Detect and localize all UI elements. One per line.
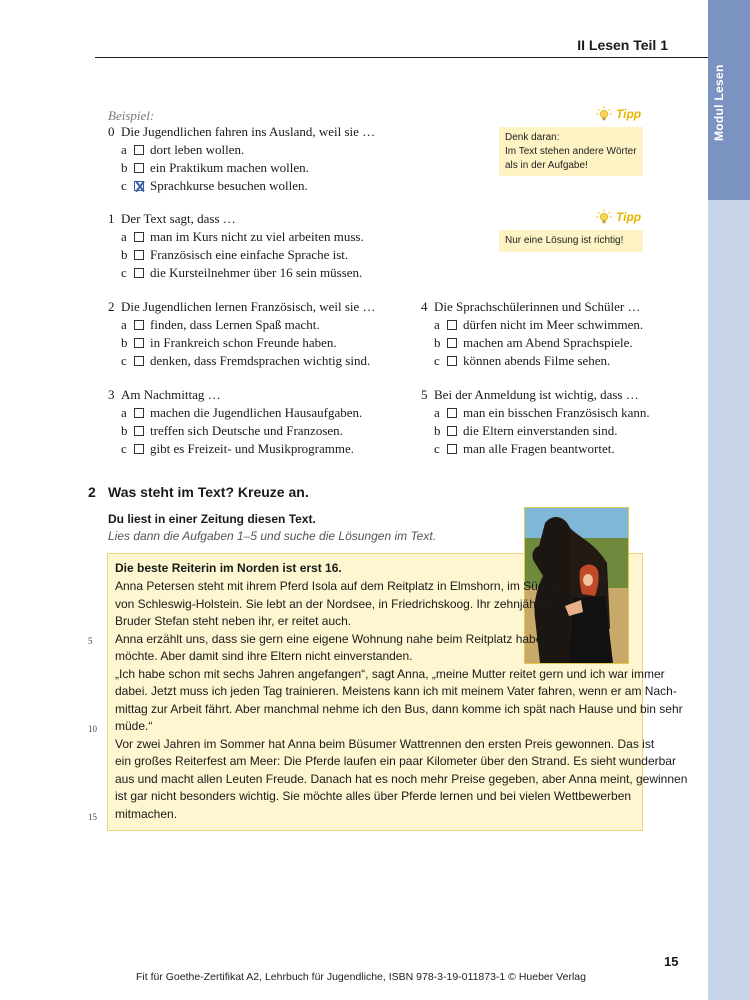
option-text: Sprachkurse besuchen wollen. [150, 178, 308, 193]
article-line: Anna Petersen steht mit ihrem Pferd Isola auf dem Reitplatz in Elmshorn, im Süden [115, 579, 558, 593]
option-text: die Kursteilnehmer über 16 sein müssen. [150, 265, 363, 280]
option-checkbox[interactable] [134, 232, 144, 242]
option-letter: b [434, 423, 441, 438]
question-2 [108, 298, 376, 370]
option-text: die Eltern einverstanden sind. [463, 423, 618, 438]
section-number: 2 [88, 484, 96, 500]
option-letter: a [434, 317, 440, 332]
option-checkbox[interactable] [134, 338, 144, 348]
question-stem: Die Jugendlichen lernen Französisch, weil sie … [121, 299, 376, 314]
line-number: 15 [88, 812, 97, 822]
page-number: 15 [664, 954, 679, 969]
option-text: denken, dass Fremdsprachen wichtig sind. [150, 353, 371, 368]
option-letter: b [121, 335, 128, 350]
option-checkbox[interactable] [134, 426, 144, 436]
option-checkbox-checked[interactable] [134, 181, 144, 191]
question-number: 2 [108, 299, 115, 314]
example-question [108, 123, 375, 195]
option-letter: b [121, 247, 128, 262]
section-title: Was steht im Text? Kreuze an. [108, 484, 309, 500]
option-letter: c [434, 353, 440, 368]
question-stem: Die Jugendlichen fahren ins Ausland, weil sie … [121, 124, 376, 139]
tipp-line: Nur eine Lösung ist richtig! [505, 235, 624, 246]
article-line: mittag zur Arbeit fährt. Aber manchmal nehme ich den Bus, dann komme ich spät nach Hause und bin sehr [115, 702, 683, 716]
option-checkbox[interactable] [134, 444, 144, 454]
article-line: mitmachen. [115, 807, 178, 821]
option-checkbox[interactable] [134, 145, 144, 155]
tipp-line: Denk daran: [505, 132, 560, 143]
lightbulb-icon [596, 106, 612, 122]
sidebar-label: Modul Lesen [712, 64, 726, 141]
article-line: müde.“ [115, 719, 153, 733]
option-checkbox[interactable] [134, 250, 144, 260]
tipp-heading [596, 209, 641, 225]
option-letter: a [121, 229, 127, 244]
article-line: Anna erzählt uns, dass sie gern eine eigene Wohnung nahe beim Reitplatz haben [115, 632, 550, 646]
article-title: Die beste Reiterin im Norden ist erst 16. [115, 561, 342, 575]
question-stem: Am Nachmittag … [121, 387, 221, 402]
option-text: dort leben wollen. [150, 142, 245, 157]
line-number: 10 [88, 724, 97, 734]
tipp-line: als in der Aufgabe! [505, 160, 588, 171]
option-checkbox[interactable] [447, 320, 457, 330]
option-text: machen die Jugendlichen Hausaufgaben. [150, 405, 363, 420]
option-letter: b [121, 160, 128, 175]
tipp-heading [596, 106, 641, 122]
option-letter: a [121, 317, 127, 332]
option-letter: a [434, 405, 440, 420]
question-stem: Die Sprachschülerinnen und Schüler … [434, 299, 641, 314]
header-rule [95, 57, 708, 58]
option-checkbox[interactable] [134, 320, 144, 330]
option-letter: a [121, 142, 127, 157]
instruction-bold: Du liest in einer Zeitung diesen Text. [108, 512, 316, 526]
option-letter: b [434, 335, 441, 350]
option-text: gibt es Freizeit- und Musikprogramme. [150, 441, 354, 456]
option-checkbox[interactable] [447, 444, 457, 454]
option-text: man ein bisschen Französisch kann. [463, 405, 650, 420]
question-number: 4 [421, 299, 428, 314]
option-text: machen am Abend Sprachspiele. [463, 335, 633, 350]
option-checkbox[interactable] [447, 408, 457, 418]
option-checkbox[interactable] [447, 426, 457, 436]
article-line: von Schleswig-Holstein. Sie lebt an der Nordsee, in Friedrichskoog. Ihr zehnjähriger [115, 597, 560, 611]
option-letter: b [121, 423, 128, 438]
article-line: „Ich habe schon mit sechs Jahren angefangen“, sagt Anna, „meine Mutter reitet gern und ich war immer [115, 667, 665, 681]
example-label: Beispiel: [108, 108, 155, 123]
option-text: man alle Fragen beantwortet. [463, 441, 615, 456]
option-letter: c [121, 353, 127, 368]
option-text: man im Kurs nicht zu viel arbeiten muss. [150, 229, 364, 244]
article-line: ist gar nicht besonders wichtig. Sie möchte alles über Pferde lernen und bei vielen Wettbewerben [115, 789, 632, 803]
option-checkbox[interactable] [134, 163, 144, 173]
option-letter: c [121, 178, 127, 193]
instruction-italic: Lies dann die Aufgaben 1–5 und suche die Lösungen im Text. [108, 529, 437, 543]
question-stem: Der Text sagt, dass … [121, 211, 236, 226]
line-number: 5 [88, 636, 93, 646]
question-number: 1 [108, 211, 115, 226]
option-text: Französisch eine einfache Sprache ist. [150, 247, 349, 262]
option-text: ein Praktikum machen wollen. [150, 160, 309, 175]
question-number: 5 [421, 387, 428, 402]
article-line: möchte. Aber damit sind ihre Eltern nicht einverstanden. [115, 649, 413, 663]
question-number: 3 [108, 387, 115, 402]
article-line: dabei. Jetzt muss ich jeden Tag trainieren. Meistens kann ich mit meinem Vater fahren, wenn er am Nach- [115, 684, 677, 698]
question-4 [421, 298, 643, 370]
option-text: können abends Filme sehen. [463, 353, 611, 368]
option-text: dürfen nicht im Meer schwimmen. [463, 317, 644, 332]
option-checkbox[interactable] [134, 268, 144, 278]
article-line: ein großes Reiterfest am Meer: Die Pferde laufen ein paar Kilometer über den Strand. Es sieht wunderbar [115, 754, 676, 768]
tipp-label: Tipp [616, 210, 642, 224]
question-3 [108, 386, 362, 458]
tipp-label: Tipp [616, 107, 642, 121]
option-letter: c [121, 441, 127, 456]
footer-citation: Fit für Goethe-Zertifikat A2, Lehrbuch für Jugendliche, ISBN 978-3-19-011873-1 © Hueber Verlag [136, 971, 586, 983]
article-line: Vor zwei Jahren im Sommer hat Anna beim Büsumer Wattrennen den ersten Preis gewonnen. Das ist [115, 737, 655, 751]
option-checkbox[interactable] [134, 356, 144, 366]
section-heading [88, 484, 309, 500]
page-header-title: II Lesen Teil 1 [577, 37, 668, 53]
article-line: aus und macht allen Leuten Freude. Danach hat es noch mehr Preise gegeben, aber Anna meint, gewinnen [115, 772, 688, 786]
article-line: Bruder Stefan steht neben ihr, er reitet auch. [115, 614, 352, 628]
option-checkbox[interactable] [447, 338, 457, 348]
question-number: 0 [108, 124, 115, 139]
option-letter: c [121, 265, 127, 280]
tipp-box [499, 230, 643, 252]
option-text: finden, dass Lernen Spaß macht. [150, 317, 320, 332]
option-text: treffen sich Deutsche und Franzosen. [150, 423, 343, 438]
option-letter: a [121, 405, 127, 420]
question-1 [108, 210, 364, 282]
tipp-box [499, 127, 643, 176]
lightbulb-icon [596, 209, 612, 225]
question-stem: Bei der Anmeldung ist wichtig, dass … [434, 387, 639, 402]
option-checkbox[interactable] [447, 356, 457, 366]
option-letter: c [434, 441, 440, 456]
option-checkbox[interactable] [134, 408, 144, 418]
option-text: in Frankreich schon Freunde haben. [150, 335, 337, 350]
question-5 [421, 386, 650, 458]
tipp-line: Im Text stehen andere Wörter [505, 146, 637, 157]
